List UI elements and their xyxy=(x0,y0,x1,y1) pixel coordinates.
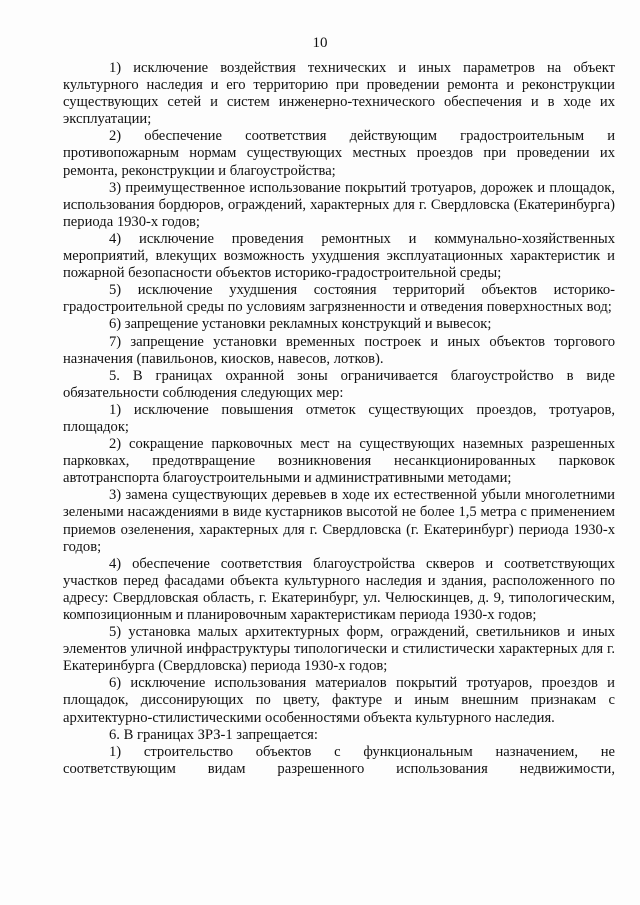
paragraph: 3) замена существующих деревьев в ходе их естественной убыли многолетними зелеными насаждениями в виде кустарников высотой не более 1,5 метра с применением приемов озеленения, характерных для г. Свердловска (г. Екатеринбург) периода 1930-х годов; xyxy=(63,487,615,555)
paragraph: 1) исключение воздействия технических и иных параметров на объект культурного наследия и его территорию при проведении ремонта и реконструкции существующих сетей и систем инженерно-технического обеспечения и в ходе их эксплуатации; xyxy=(63,60,615,128)
paragraph: 2) сокращение парковочных мест на существующих наземных разрешенных парковках, предотвращение возникновения несанкционированных парковок автотранспорта благоустроительными и административными методами; xyxy=(63,436,615,487)
paragraph: 1) исключение повышения отметок существующих проездов, тротуаров, площадок; xyxy=(63,401,615,435)
page-number: 10 xyxy=(312,35,328,51)
paragraph: 2) обеспечение соответствия действующим градостроительным и противопожарным нормам существующих местных проездов при проведении их ремонта, реконструкции и благоустройства; xyxy=(63,128,615,179)
paragraph: 4) исключение проведения ремонтных и коммунально-хозяйственных мероприятий, влекущих возможность ухудшения эксплуатационных характеристик и пожарной безопасности объектов историко-градостроительной среды; xyxy=(63,230,615,282)
paragraph: 6) запрещение установки рекламных конструкций и вывесок; xyxy=(109,316,492,333)
paragraph: 7) запрещение установки временных построек и иных объектов торгового назначения (павильонов, киосков, навесов, лотков). xyxy=(63,333,615,367)
document-body xyxy=(63,60,615,778)
paragraph: 6) исключение использования материалов покрытий тротуаров, проездов и площадок, диссонирующих по цвету, фактуре и иным внешним признакам с архитектурно-стилистическими особенностями объекта культурного наследия. xyxy=(63,675,615,726)
paragraph: 6. В границах ЗРЗ-1 запрещается: xyxy=(109,726,318,743)
paragraph: 5) установка малых архитектурных форм, ограждений, светильников и иных элементов уличной инфраструктуры типологически и стилистически характерных для г. Екатеринбурга (Свердловска) периода 1930-х годов; xyxy=(63,624,615,675)
paragraph: 5. В границах охранной зоны ограничивается благоустройство в виде обязательности соблюдения следующих мер: xyxy=(63,367,615,401)
paragraph: 1) строительство объектов с функциональным назначением, не соответствующим видам разрешенного использования недвижимости, xyxy=(63,743,615,777)
paragraph: 4) обеспечение соответствия благоустройства скверов и соответствующих участков перед фасадами объекта культурного наследия и здания, расположенного по адресу: Свердловская область, г. Екатеринбург, ул. Челюскинцев, д. 9, типологическим, композиционным и планировочным характеристикам периода 1930-х годов; xyxy=(63,555,615,623)
paragraph: 3) преимущественное использование покрытий тротуаров, дорожек и площадок, использования бордюров, ограждений, характерных для г. Свердловска (Екатеринбурга) периода 1930-х годов; xyxy=(63,179,615,230)
paragraph: 5) исключение ухудшения состояния территорий объектов историко-градостроительной среды по условиям загрязненности и отведения поверхностных вод; xyxy=(63,282,615,316)
